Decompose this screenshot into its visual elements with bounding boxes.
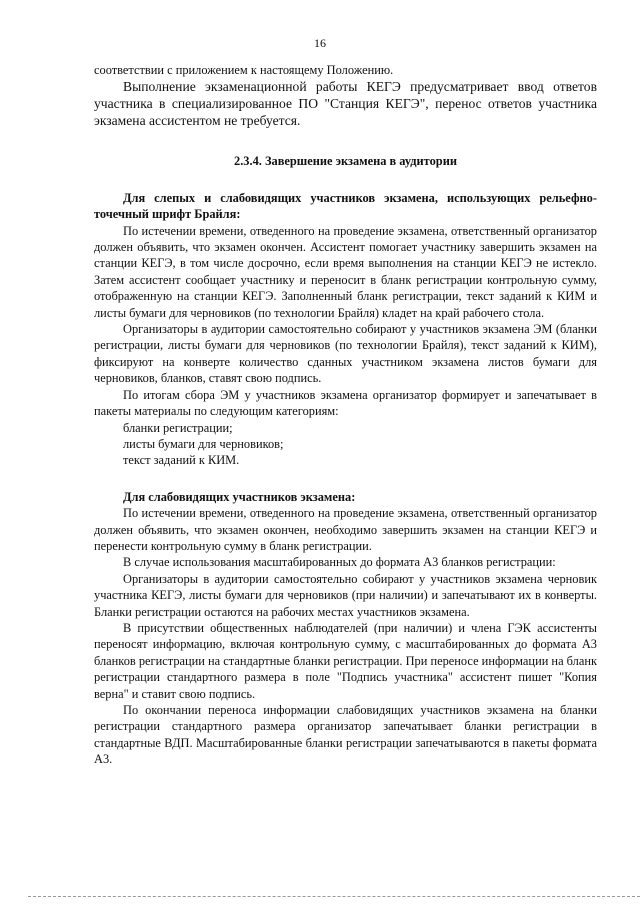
paragraph: В случае использования масштабированных до формата А3 бланков регистрации: [123, 555, 556, 570]
list-item: листы бумаги для черновиков; [123, 436, 284, 451]
list-item: бланки регистрации; [123, 420, 233, 435]
document-body [94, 62, 597, 768]
paragraph: По истечении времени, отведенного на проведение экзамена, ответственный организатор должен объявить, что экзамен окончен. Ассистент помогает участнику завершить экзамен на станции КЕГЭ, в том числе досрочно, если время выполнения на станции КЕГЭ не истекло. Затем ассистент сообщает участнику и переносит в бланк регистрации контрольную сумму, отображенную на станции КЕГЭ. Заполненный бланк регистрации, текст заданий к КИМ и листы бумаги для черновиков (по технологии Брайля) кладет на край рабочего стола. [94, 223, 597, 320]
paragraph: Организаторы в аудитории самостоятельно собирают у участников экзамена черновик участника КЕГЭ, листы бумаги для черновиков (при наличии) и запечатывают их в конверты. Бланки регистрации остаются на рабочих местах участников экзамена. [94, 571, 597, 619]
paragraph: Организаторы в аудитории самостоятельно собирают у участников экзамена ЭМ (бланки регистрации, листы бумаги для черновиков (по технологии Брайля), текст заданий к КИМ), фиксируют на конверте количество сданных участником экзамена листов бумаги для черновиков, бланков, ставят свою подпись. [94, 322, 597, 386]
paragraph: соответствии с приложением к настоящему Положению. [94, 63, 394, 77]
paragraph: В присутствии общественных наблюдателей (при наличии) и члена ГЭК ассистенты переносят информацию, включая контрольную сумму, с масштабированных до формата А3 бланков регистрации на стандартные бланки регистрации. При переносе информации на бланк регистрации стандартного размера в поле "Подпись участника" ассистент пишет "Копия верна" и ставит свою подпись. [94, 620, 597, 701]
subheading-low-vision-participants: Для слабовидящих участников экзамена: [123, 489, 356, 504]
paragraph: По окончании переноса информации слабовидящих участников экзамена на бланки регистрации стандартного размера организатор запечатывает бланки регистрации в стандартные ВДП. Масштабированные бланки регистрации запечатываются в пакеты формата А3. [94, 703, 597, 767]
subheading-blind-participants: Для слепых и слабовидящих участников экзамена, использующих рельефно-точечный шрифт Брайля: [94, 190, 597, 222]
page-number: 16 [314, 36, 326, 50]
paragraph: Выполнение экзаменационной работы КЕГЭ предусматривает ввод ответов участника в специализированное ПО "Станция КЕГЭ", перенос ответов участника экзамена ассистентом не требуется. [94, 79, 597, 129]
paragraph: По истечении времени, отведенного на проведение экзамена, ответственный организатор должен объявить, что экзамен окончен, необходимо завершить экзамен на станции КЕГЭ и перенести контрольную сумму в бланк регистрации. [94, 506, 597, 553]
page-edge-divider [28, 896, 640, 898]
list-item: текст заданий к КИМ. [123, 453, 240, 468]
paragraph: По итогам сбора ЭМ у участников экзамена организатор формирует и запечатывает в пакеты материалы по следующим категориям: [94, 387, 597, 419]
section-title: 2.3.4. Завершение экзамена в аудитории [234, 154, 457, 169]
